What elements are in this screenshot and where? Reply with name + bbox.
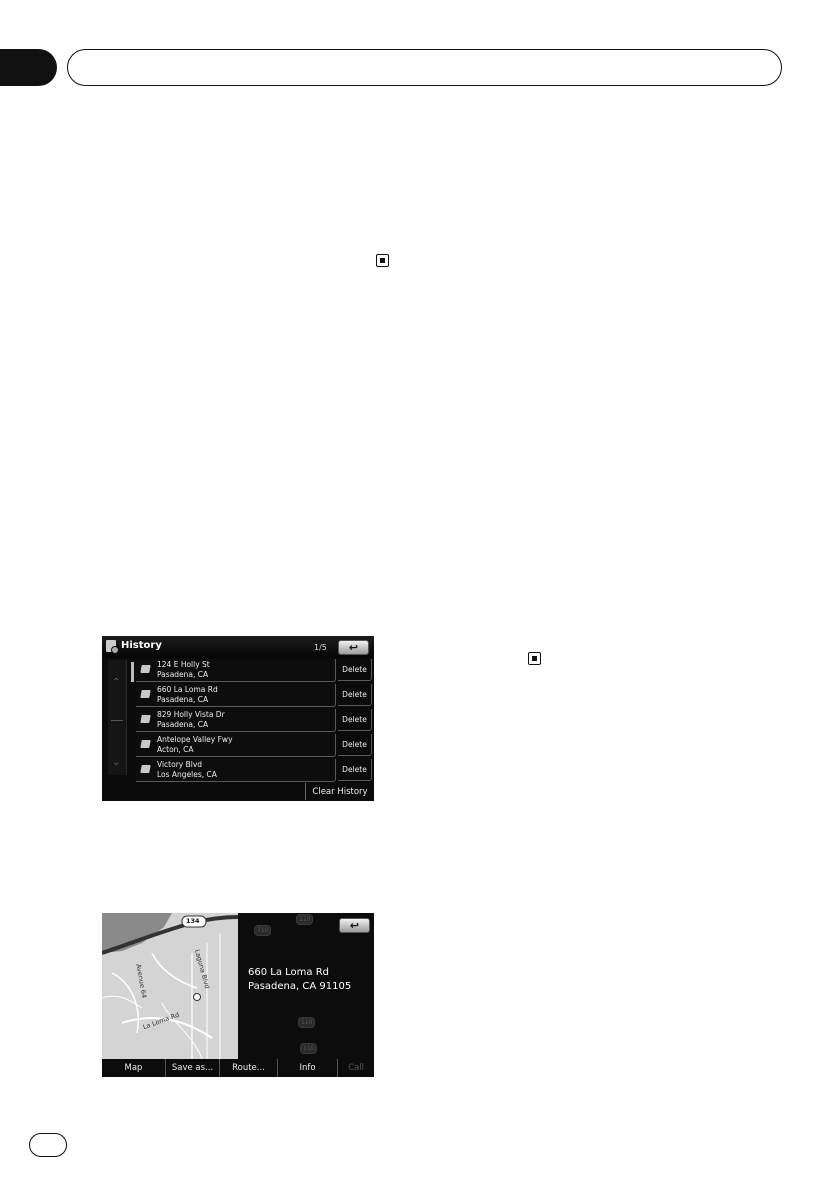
clear-history-button[interactable]: Clear History	[305, 783, 374, 800]
scroll-up-icon[interactable]: ⌃	[112, 677, 121, 688]
highway-shield: 110	[296, 914, 313, 925]
end-mark-icon	[528, 652, 541, 665]
call-button[interactable]: Call	[348, 1063, 364, 1073]
back-arrow-icon: ↩	[348, 641, 359, 654]
entry-city: Pasadena, CA	[157, 720, 209, 729]
list-item[interactable]	[136, 709, 373, 732]
history-entry-button[interactable]	[136, 659, 336, 682]
location-screen	[102, 913, 374, 1077]
scrollbar-thumb[interactable]	[131, 662, 134, 682]
back-button[interactable]	[338, 640, 369, 655]
rail-divider	[111, 720, 123, 721]
map-button[interactable]: Map	[102, 1059, 166, 1077]
location-icon	[140, 690, 150, 698]
action-bar	[102, 1059, 374, 1077]
history-entry-button[interactable]	[136, 734, 336, 757]
section-tab	[0, 49, 57, 86]
entry-street: 660 La Loma Rd	[157, 685, 218, 694]
list-item[interactable]	[136, 659, 373, 682]
street-label: La Loma Rd	[141, 1010, 181, 1032]
entry-street: Antelope Valley Fwy	[157, 735, 233, 744]
entry-city: Los Angeles, CA	[157, 770, 217, 779]
end-mark-icon	[376, 254, 389, 267]
route-button[interactable]: Route...	[220, 1059, 278, 1077]
history-entry-button[interactable]	[136, 709, 336, 732]
scroll-down-icon[interactable]: ⌄	[112, 757, 121, 768]
history-icon	[106, 640, 116, 652]
screen-title: History	[121, 640, 162, 651]
page-indicator: 1/5	[314, 643, 327, 652]
delete-button[interactable]: Delete	[338, 759, 372, 781]
delete-button[interactable]: Delete	[338, 734, 372, 756]
entry-street: 829 Holly Vista Dr	[157, 710, 225, 719]
back-button[interactable]	[339, 918, 370, 933]
address-line-2: Pasadena, CA 91105	[248, 981, 352, 992]
highway-shield: 110	[298, 1017, 315, 1028]
list-item[interactable]	[136, 759, 373, 782]
entry-city: Pasadena, CA	[157, 670, 209, 679]
history-screen	[102, 636, 374, 801]
street-label: Laguna Blvd	[193, 948, 212, 990]
delete-button[interactable]: Delete	[338, 709, 372, 731]
scroll-rail[interactable]	[108, 660, 127, 775]
street-label: Avenue 64	[134, 963, 149, 999]
info-button[interactable]: Info	[278, 1059, 338, 1077]
highway-shield: 110	[300, 1043, 317, 1054]
address-line-1: 660 La Loma Rd	[248, 967, 330, 978]
map-view[interactable]	[102, 913, 238, 1059]
save-as-button[interactable]: Save as...	[166, 1059, 220, 1077]
location-icon	[140, 765, 150, 773]
location-icon	[140, 740, 150, 748]
entry-city: Acton, CA	[157, 745, 194, 754]
entry-street: Victory Blvd	[157, 760, 203, 769]
page-number-oval	[29, 1133, 67, 1157]
delete-button[interactable]: Delete	[338, 659, 372, 681]
highway-shield: 134	[186, 917, 200, 925]
list-item[interactable]	[136, 684, 373, 707]
history-entry-button[interactable]	[136, 759, 336, 782]
entry-street: 124 E Holly St	[157, 660, 210, 669]
history-entry-button[interactable]	[136, 684, 336, 707]
location-icon	[140, 715, 150, 723]
header-bar	[67, 49, 782, 86]
list-item[interactable]	[136, 734, 373, 757]
highway-shield: 710	[254, 925, 271, 936]
delete-button[interactable]: Delete	[338, 684, 372, 706]
location-icon	[140, 665, 150, 673]
entry-city: Pasadena, CA	[157, 695, 209, 704]
back-arrow-icon: ↩	[349, 919, 360, 932]
title-bar	[102, 636, 374, 658]
